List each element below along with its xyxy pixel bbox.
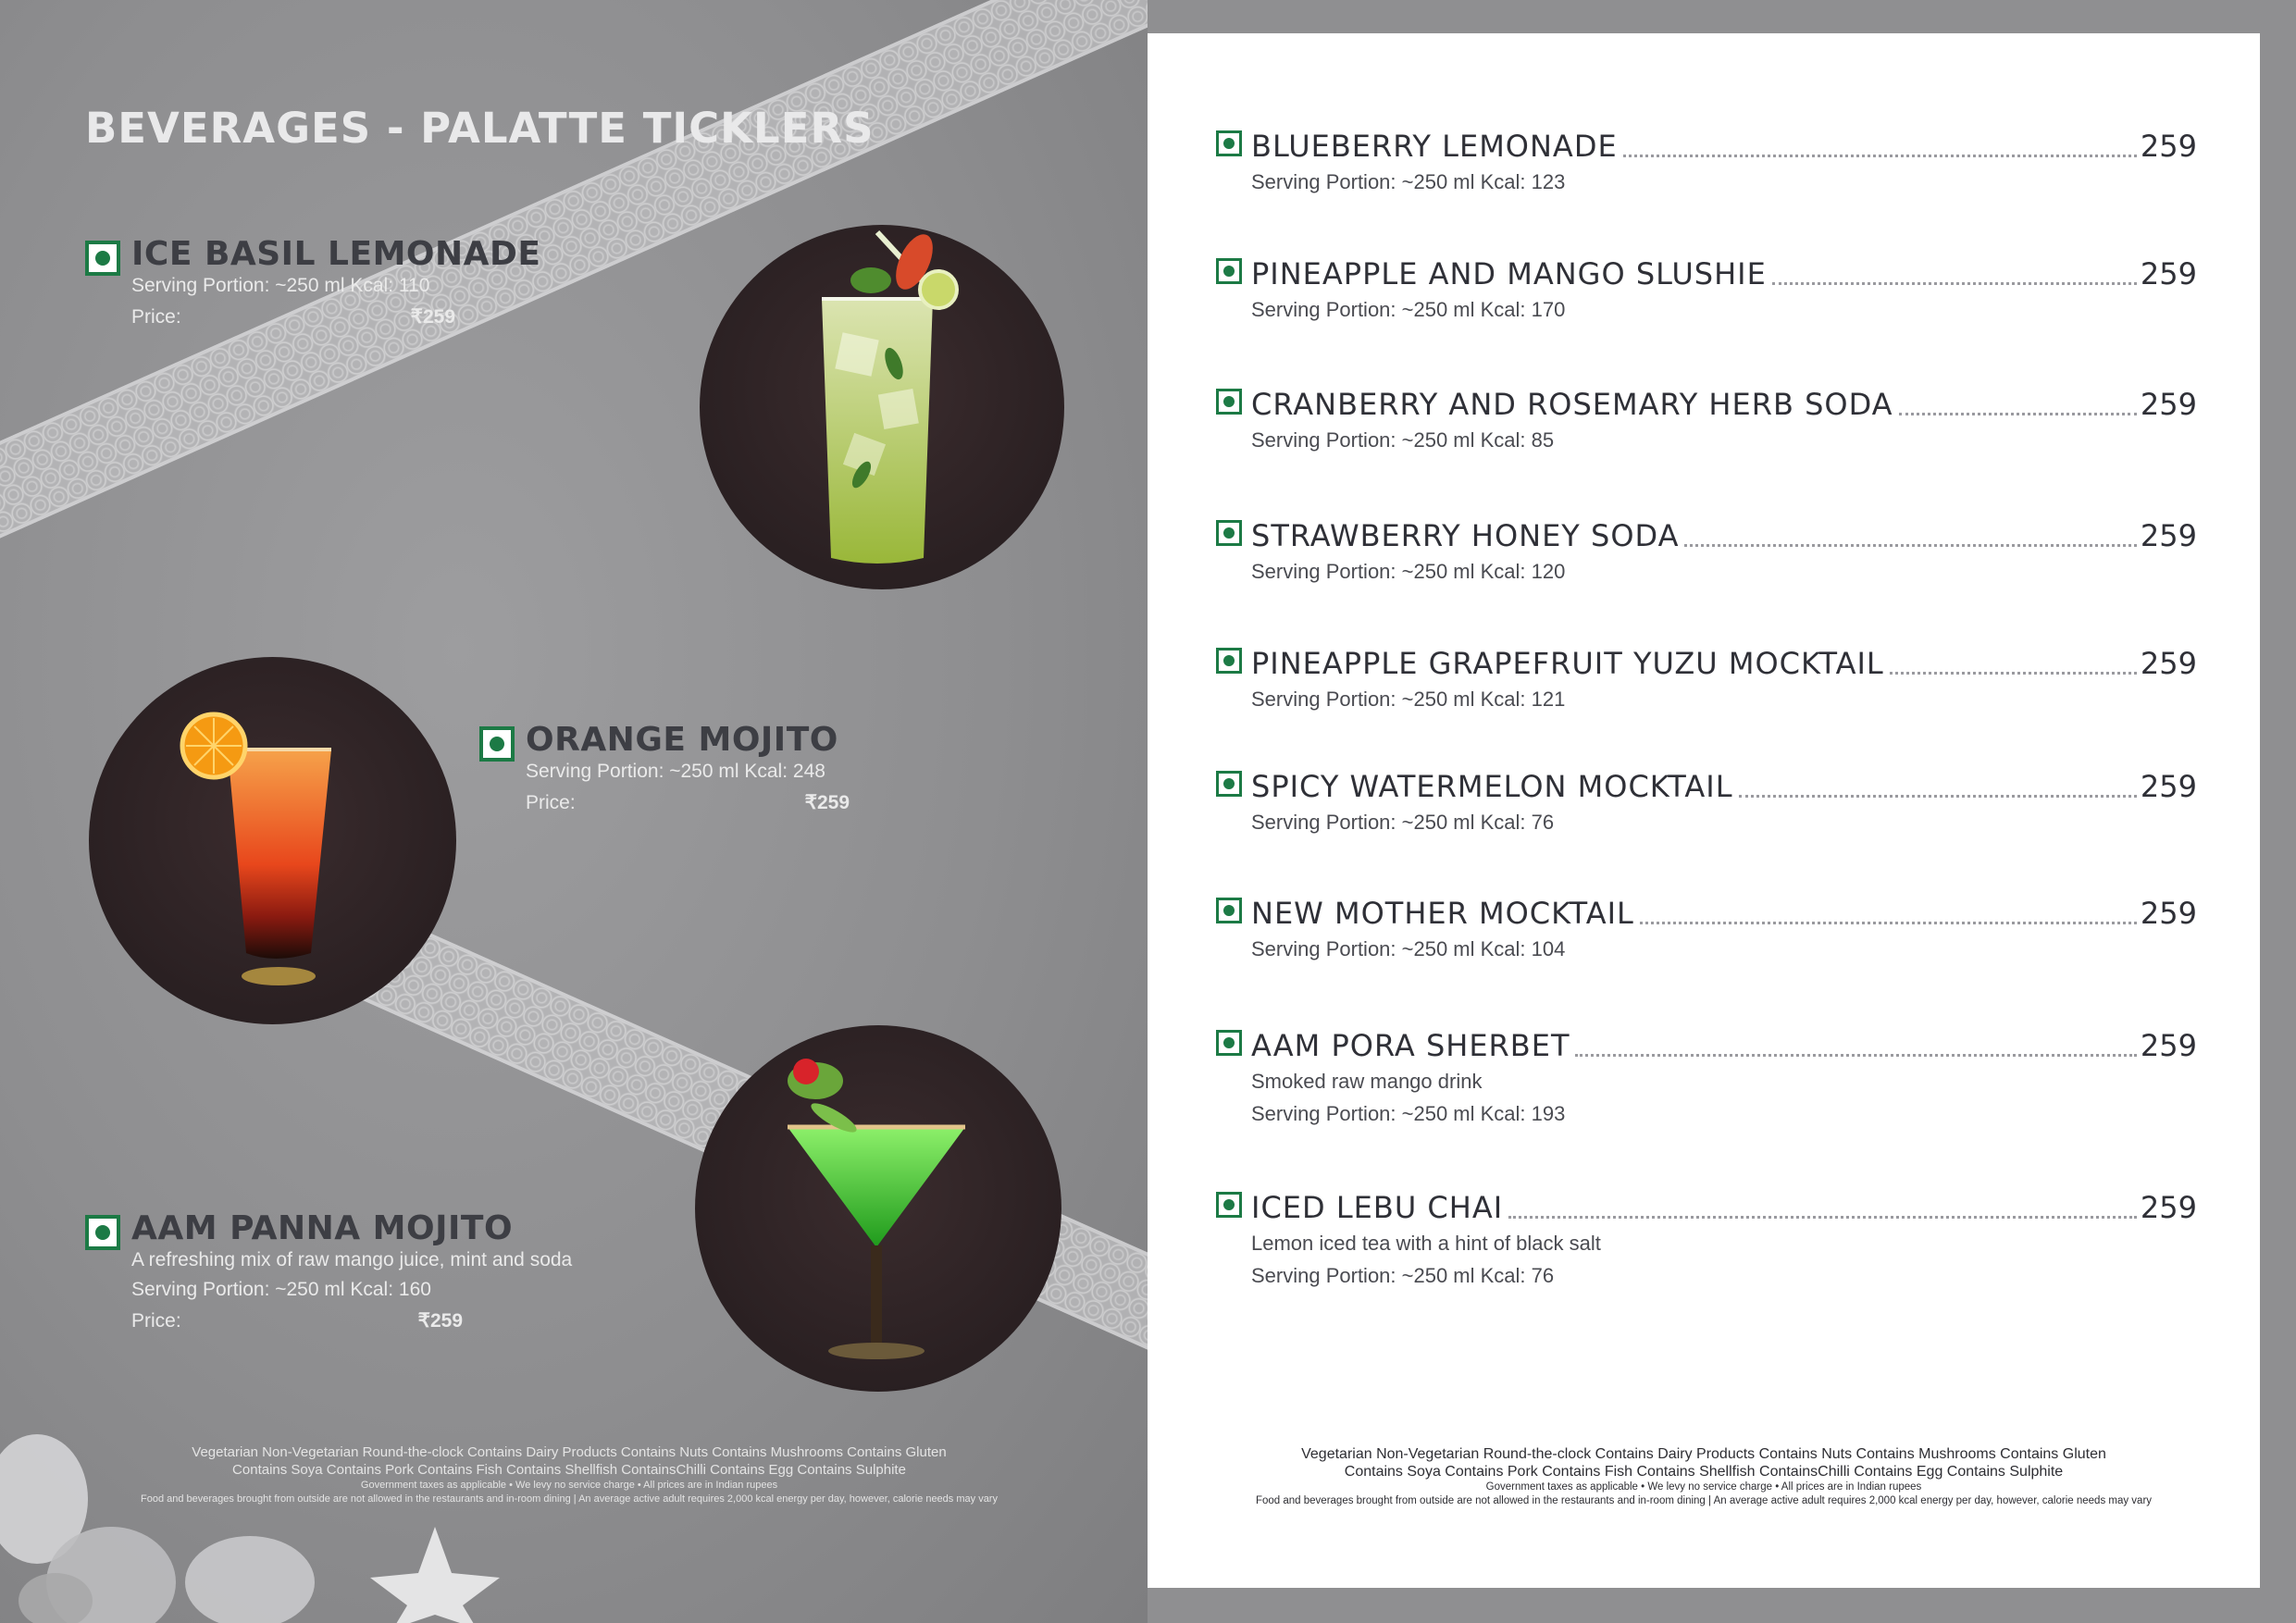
page-title: BEVERAGES - PALATTE TICKLERS: [85, 104, 875, 153]
tall-glass-icon: [89, 657, 456, 1024]
menu-item-row: [1216, 514, 2197, 554]
veg-mark-icon: [1216, 771, 1242, 797]
menu-item-price: 259: [2140, 518, 2197, 553]
featured-item-price-row: [131, 1305, 463, 1338]
featured-item-serving: Serving Portion: ~250 ml Kcal: 110: [131, 275, 430, 296]
veg-mark-icon: [1216, 1030, 1242, 1056]
highball-glass-icon: [700, 225, 1064, 589]
leader-dots: [1684, 544, 2136, 547]
leader-dots: [1623, 155, 2137, 157]
menu-item-name: PINEAPPLE GRAPEFRUIT YUZU MOCKTAIL: [1251, 646, 1884, 681]
legend-footer: [1203, 1445, 2204, 1508]
featured-item-ice-basil-lemonade: [131, 235, 540, 334]
footer-note: Food and beverages brought from outside are not allowed in the restaurants and in-room dining | An average active adult requires 2,000 kcal energy per day, however, calorie needs may vary: [141, 1493, 998, 1505]
leader-dots: [1890, 672, 2137, 675]
veg-mark-icon: [85, 241, 120, 276]
menu-item-name: STRAWBERRY HONEY SODA: [1251, 518, 1680, 553]
menu-item: [1216, 641, 2197, 714]
featured-item-name: AAM PANNA MOJITO: [131, 1209, 514, 1247]
menu-item: [1216, 252, 2197, 325]
menu-item-price: 259: [2140, 387, 2197, 422]
veg-mark-icon: [1216, 130, 1242, 156]
leader-dots: [1575, 1054, 2136, 1057]
price-label: Price:: [131, 306, 181, 328]
leader-dots: [1640, 922, 2137, 924]
featured-item-aam-panna-mojito: [131, 1209, 572, 1338]
drink-photo-ice-basil-lemonade: [700, 225, 1064, 589]
menu-item-row: [1216, 1023, 2197, 1064]
featured-item-description: A refreshing mix of raw mango juice, mint and soda: [131, 1249, 573, 1270]
menu-item-serving: Serving Portion: ~250 ml Kcal: 120: [1251, 560, 1566, 583]
veg-mark-icon: [1216, 1192, 1242, 1218]
veg-mark-icon: [1216, 258, 1242, 284]
menu-item: [1216, 1185, 2197, 1291]
menu-item-row: [1216, 124, 2197, 165]
featured-item-price-row: [526, 787, 850, 820]
menu-item: [1216, 1023, 2197, 1129]
leader-dots: [1508, 1216, 2137, 1219]
menu-item-price: 259: [2140, 256, 2197, 291]
menu-item-row: [1216, 641, 2197, 682]
footer-note: Government taxes as applicable • We levy no service charge • All prices are in Indian rupees: [1485, 1481, 1922, 1493]
leader-dots: [1899, 413, 2137, 415]
menu-item-serving: Serving Portion: ~250 ml Kcal: 85: [1251, 428, 1555, 452]
menu-item-name: SPICY WATERMELON MOCKTAIL: [1251, 769, 1733, 804]
menu-item-row: [1216, 764, 2197, 805]
menu-item-row: [1216, 1185, 2197, 1226]
menu-item-serving: Serving Portion: ~250 ml Kcal: 123: [1251, 170, 1566, 193]
menu-item-serving: Serving Portion: ~250 ml Kcal: 170: [1251, 298, 1566, 321]
menu-item: [1216, 514, 2197, 587]
menu-item-price: 259: [2140, 896, 2197, 931]
drink-photo-orange-mojito: [89, 657, 456, 1024]
menu-item-price: 259: [2140, 1190, 2197, 1225]
legend-line: Contains Soya Contains Pork Contains Fish Contains Shellfish ContainsChilli Contains Egg Contains Sulphite: [1344, 1464, 2064, 1480]
menu-item: [1216, 764, 2197, 837]
featured-item-name: ICE BASIL LEMONADE: [131, 235, 541, 273]
veg-mark-icon: [479, 726, 515, 762]
legend-footer: [102, 1443, 1036, 1506]
leader-dots: [1772, 282, 2137, 285]
menu-item-price: 259: [2140, 1028, 2197, 1063]
menu-item-serving: Serving Portion: ~250 ml Kcal: 76: [1251, 1264, 1555, 1287]
legend-line: Contains Soya Contains Pork Contains Fish Contains Shellfish ContainsChilli Contains Egg Contains Sulphite: [232, 1462, 906, 1478]
legend-line: Vegetarian Non-Vegetarian Round-the-clock Contains Dairy Products Contains Nuts Contains Mushrooms Contains Gluten: [192, 1444, 947, 1460]
martini-glass-icon: [695, 1025, 1061, 1392]
price-label: Price:: [131, 1310, 181, 1332]
menu-item-name: PINEAPPLE AND MANGO SLUSHIE: [1251, 256, 1767, 291]
menu-item-row: [1216, 891, 2197, 932]
featured-item-orange-mojito: [526, 721, 850, 820]
menu-item-description: Lemon iced tea with a hint of black salt: [1251, 1232, 1601, 1255]
featured-item-serving: Serving Portion: ~250 ml Kcal: 160: [131, 1279, 431, 1300]
menu-item-row: [1216, 382, 2197, 423]
menu-item-row: [1216, 252, 2197, 292]
menu-item-name: AAM PORA SHERBET: [1251, 1028, 1570, 1063]
featured-item-price-row: [131, 301, 455, 334]
price-label: Price:: [526, 792, 576, 813]
menu-item: [1216, 382, 2197, 455]
menu-item-name: CRANBERRY AND ROSEMARY HERB SODA: [1251, 387, 1893, 422]
menu-item: [1216, 891, 2197, 964]
veg-mark-icon: [1216, 648, 1242, 674]
featured-item-price: ₹259: [410, 306, 455, 328]
menu-item-price: 259: [2140, 129, 2197, 164]
featured-item-price: ₹259: [804, 792, 850, 813]
menu-item-name: BLUEBERRY LEMONADE: [1251, 129, 1618, 164]
footer-note: Food and beverages brought from outside are not allowed in the restaurants and in-room dining | An average active adult requires 2,000 kcal energy per day, however, calorie needs may vary: [1255, 1495, 2153, 1506]
veg-mark-icon: [1216, 898, 1242, 923]
featured-item-price: ₹259: [417, 1310, 463, 1332]
veg-mark-icon: [1216, 520, 1242, 546]
veg-mark-icon: [1216, 389, 1242, 415]
legend-line: Vegetarian Non-Vegetarian Round-the-clock Contains Dairy Products Contains Nuts Contains Mushrooms Contains Gluten: [1301, 1446, 2106, 1462]
featured-item-serving: Serving Portion: ~250 ml Kcal: 248: [526, 761, 825, 782]
menu-item-description: Smoked raw mango drink: [1251, 1070, 1483, 1093]
menu-item: [1216, 124, 2197, 197]
veg-mark-icon: [85, 1215, 120, 1250]
menu-item-price: 259: [2140, 646, 2197, 681]
menu-item-serving: Serving Portion: ~250 ml Kcal: 121: [1251, 688, 1566, 711]
menu-item-serving: Serving Portion: ~250 ml Kcal: 76: [1251, 811, 1555, 834]
drink-photo-aam-panna-mojito: [695, 1025, 1061, 1392]
featured-item-name: ORANGE MOJITO: [526, 721, 838, 759]
menu-item-price: 259: [2140, 769, 2197, 804]
leader-dots: [1739, 795, 2137, 798]
menu-item-serving: Serving Portion: ~250 ml Kcal: 104: [1251, 937, 1566, 960]
footer-note: Government taxes as applicable • We levy no service charge • All prices are in Indian rupees: [360, 1480, 778, 1491]
menu-item-name: NEW MOTHER MOCKTAIL: [1251, 896, 1634, 931]
right-menu-page: [1148, 33, 2260, 1588]
menu-item-name: ICED LEBU CHAI: [1251, 1190, 1504, 1225]
menu-item-serving: Serving Portion: ~250 ml Kcal: 193: [1251, 1102, 1566, 1125]
